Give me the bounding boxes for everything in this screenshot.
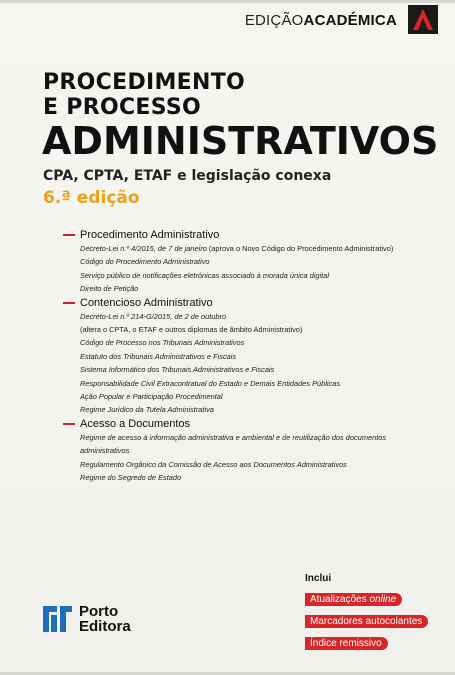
includes-badge-updates: Atualizações online [305, 593, 402, 606]
list-item: Responsabilidade Civil Extracontratual do Estado e Demais Entidades Públicas [80, 378, 341, 388]
section-heading-procedimento [63, 228, 453, 242]
academica-logo-icon [408, 5, 438, 34]
list-item: Direito de Petição [80, 284, 139, 294]
list-item: Decreto-Lei n.º 4/2015, de 7 de janeiro (aprova o Novo Código do Procedimento Administrativo) [80, 244, 394, 253]
publisher-block [41, 602, 131, 636]
includes-box [305, 573, 428, 653]
section-heading-text: Contencioso Administrativo [80, 296, 213, 309]
includes-label: Inclui [305, 573, 332, 584]
publisher-name-line1: Porto [79, 603, 119, 620]
cover-top-edge [0, 0, 455, 3]
section-heading-text: Procedimento Administrativo [80, 229, 220, 241]
list-item: Sistema Informático dos Tribunais Administrativos e Fiscais [80, 365, 275, 375]
list-item: Código do Procedimento Administrativo [80, 257, 210, 267]
list-item: administrativos [80, 446, 130, 456]
book-title [43, 70, 438, 162]
includes-badge-index: Índice remissivo [305, 637, 388, 650]
contents-list [63, 228, 453, 485]
series-label-part1: EDIÇÃO [244, 12, 304, 29]
series-label-part2: ACADÉMICA [303, 12, 397, 29]
section-heading-contencioso [63, 296, 453, 310]
section-dash-icon [63, 234, 75, 236]
book-subtitle: CPA, CPTA, ETAF e legislação conexa [43, 168, 332, 184]
title-line-2: E PROCESSO [43, 95, 202, 120]
section-heading-acesso [63, 417, 453, 431]
list-item: Serviço público de notificações eletrónicas associado à morada única digital [80, 270, 329, 280]
list-item: Regulamento Orgânico da Comissão de Acesso aos Documentos Administrativos [80, 459, 347, 469]
list-item: Código de Processo nos Tribunais Administrativos [80, 338, 245, 348]
title-line-3: ADMINISTRATIVOS [42, 119, 439, 163]
section-dash-icon [63, 302, 75, 304]
list-item: Ação Popular e Participação Procedimental [80, 392, 223, 402]
series-label [245, 12, 397, 29]
section-heading-text: Acesso a Documentos [80, 417, 191, 430]
list-item: Regime do Segredo de Estado [80, 473, 182, 483]
list-item: Regime Jurídico da Tutela Administrativa [80, 405, 214, 415]
section-dash-icon [63, 423, 75, 425]
publisher-name-line2: Editora [79, 618, 131, 635]
list-item: Estatuto dos Tribunais Administrativos e Fiscais [80, 351, 237, 361]
porto-editora-logo-icon [41, 602, 74, 636]
list-item: (altera o CPTA, o ETAF e outros diplomas de âmbito Administrativo) [80, 325, 303, 335]
list-item: Regime de acesso à informação administrativa e ambiental e de reutilização dos documentos [80, 432, 387, 442]
list-item: Decreto-Lei n.º 214-G/2015, de 2 de outubro [80, 311, 227, 321]
title-line-1: PROCEDIMENTO [43, 70, 246, 95]
includes-badge-markers: Marcadores autocolantes [305, 615, 428, 628]
edition-label: 6.ª edição [43, 188, 140, 208]
